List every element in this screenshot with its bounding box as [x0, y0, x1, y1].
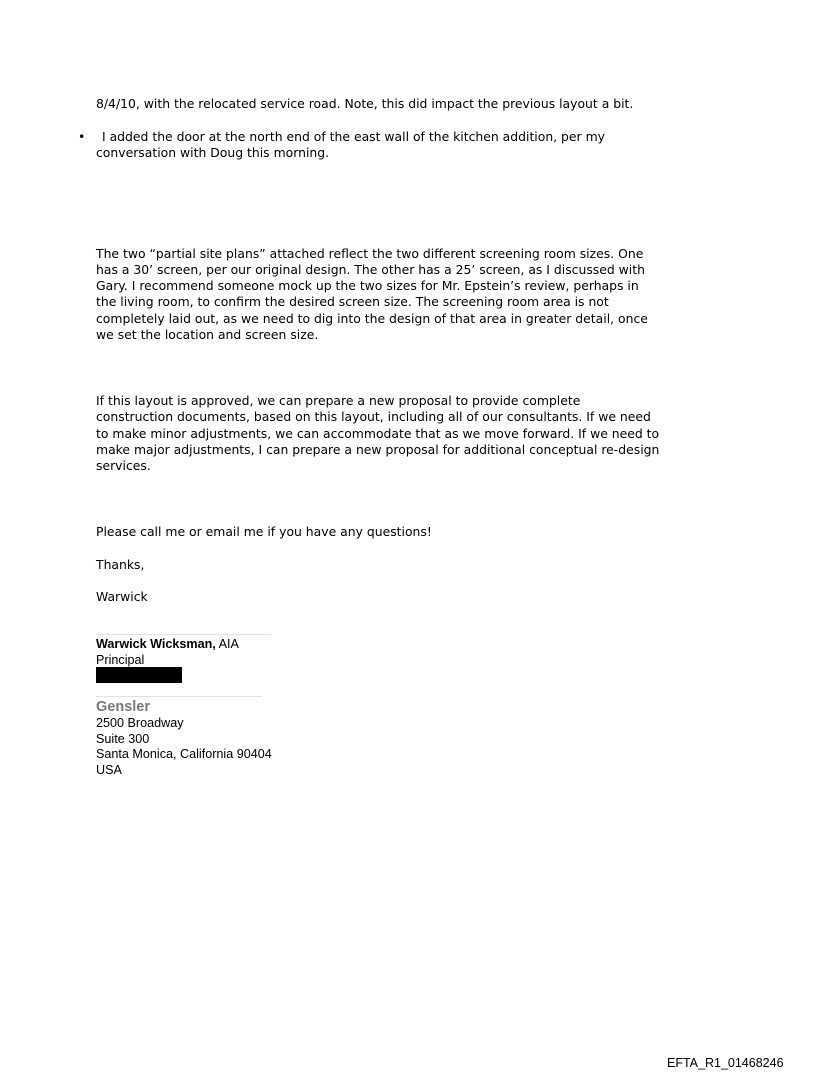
- bullet-marker: •: [78, 129, 86, 144]
- document-id: EFTA_R1_01468246: [667, 1056, 784, 1070]
- thanks-line: Thanks,: [96, 557, 145, 572]
- paragraph-line: the living room, to confirm the desired screen size. The screening room area is not: [96, 294, 609, 309]
- paragraph-line: we set the location and screen size.: [96, 327, 319, 342]
- address-line: Santa Monica, California 90404: [96, 747, 272, 761]
- bullet-line: conversation with Doug this morning.: [96, 145, 330, 160]
- bullet-line: I added the door at the north end of the east wall of the kitchen addition, per my: [102, 129, 605, 144]
- signature-divider: [96, 634, 271, 635]
- closing-request: Please call me or email me if you have any questions!: [96, 524, 432, 539]
- paragraph-line: make major adjustments, I can prepare a new proposal for additional conceptual re-design: [96, 442, 660, 457]
- address-line: 2500 Broadway: [96, 716, 184, 730]
- continued-line: 8/4/10, with the relocated service road. Note, this did impact the previous layout a bit.: [96, 96, 634, 111]
- paragraph-line: construction documents, based on this layout, including all of our consultants. If we need: [96, 409, 651, 424]
- sign-off: Warwick: [96, 589, 148, 604]
- signature-name: Warwick Wicksman,: [96, 637, 216, 651]
- paragraph-line: services.: [96, 458, 151, 473]
- signature-name-line: [96, 637, 239, 652]
- redaction-bar: [96, 667, 182, 683]
- paragraph-line: to make minor adjustments, we can accommodate that as we move forward. If we need to: [96, 426, 660, 441]
- paragraph-line: has a 30’ screen, per our original design. The other has a 25’ screen, as I discussed with: [96, 262, 645, 277]
- address-line: USA: [96, 763, 122, 777]
- signature-title: Principal: [96, 653, 145, 667]
- paragraph-line: Gary. I recommend someone mock up the two sizes for Mr. Epstein’s review, perhaps in: [96, 278, 639, 293]
- signature-credential: AIA: [215, 637, 239, 651]
- paragraph-line: If this layout is approved, we can prepare a new proposal to provide complete: [96, 393, 581, 408]
- paragraph-line: completely laid out, as we need to dig into the design of that area in greater detail, once: [96, 311, 648, 326]
- company-name: Gensler: [96, 699, 150, 715]
- paragraph-line: The two “partial site plans” attached reflect the two different screening room sizes. One: [96, 246, 644, 261]
- company-divider: [96, 696, 262, 697]
- address-line: Suite 300: [96, 732, 150, 746]
